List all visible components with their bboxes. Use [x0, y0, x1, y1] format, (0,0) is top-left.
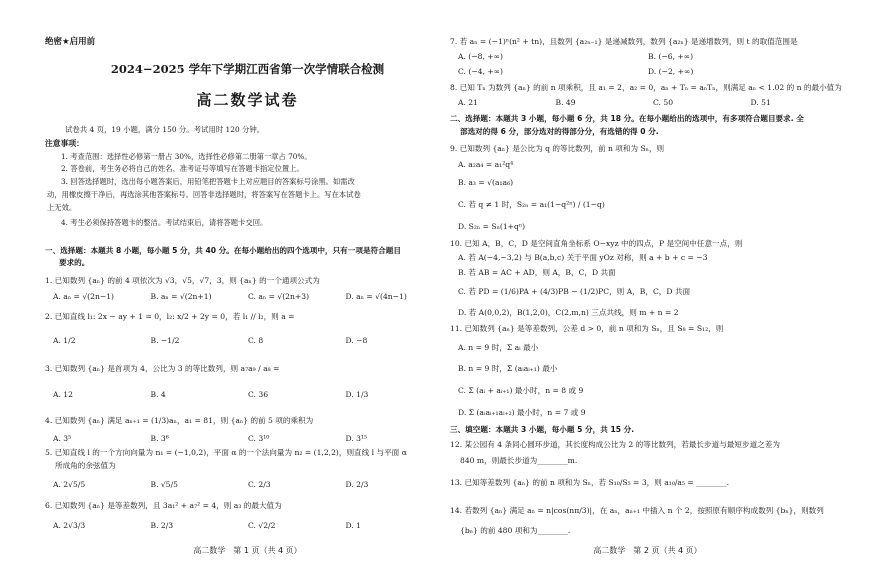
question-1-options — [53, 292, 443, 301]
option-c: C. 若 q ≠ 1 时，S₂ₙ = a₁(1−q²ⁿ) / (1−q) — [458, 200, 605, 209]
question-1: 1. 已知数列 {aₙ} 的前 4 项依次为 √3，√5，√7，3，则 {aₙ} 的一个通项公式为 — [45, 276, 320, 285]
question-9: 9. 已知数列 {aₙ} 是公比为 q 的等比数列，前 n 项和为 Sₙ，则 — [450, 144, 665, 153]
page-footer: 高二数学 第 1 页（共 4 页） — [193, 546, 302, 555]
option-a: A. 2√5/5 — [53, 480, 86, 489]
question-4-options — [53, 434, 443, 443]
option-a: A. aₙ = √(2n−1) — [53, 292, 114, 301]
note-item: 1. 考查范围：选择性必修第一册占 30%，选择性必修第二册第一章占 70%。 — [61, 152, 312, 161]
question-5-options — [53, 480, 443, 489]
section-heading: 二、选择题：本题共 3 小题，每小题 6 分，共 18 分。在每小题给出的选项中，有多项符合题目要求. 全 — [450, 114, 804, 123]
confidential-mark: 绝密★启用前 — [45, 37, 96, 47]
option-c: C. aₙ = √(2n+3) — [248, 292, 310, 301]
question-6-options — [53, 521, 443, 530]
question-5: 5. 已知直线 l 的一个方向向量为 n₁ = (−1,0,2)，平面 α 的一个法向量为 n₂ = (1,2,2)，则直线 l 与平面 α — [45, 448, 407, 457]
option-c: C. √2/2 — [248, 521, 276, 530]
option-b: B. −1/2 — [150, 336, 180, 345]
subject-title: 高二数学试卷 — [196, 91, 299, 109]
option-d: D. −8 — [345, 336, 368, 345]
option-b: B. √5/5 — [150, 480, 178, 489]
option-b: B. 49 — [555, 98, 576, 107]
question-2-options — [53, 336, 443, 345]
option-a: A. 1/2 — [53, 336, 76, 345]
exam-title: 2024−2025 学年下学期江西省第一次学情联合检测 — [110, 62, 385, 76]
question-11: 11. 已知数列 {aₙ} 是等差数列，公差 d > 0，前 n 项和为 Sₙ，且 S₈ = S₁₂，则 — [450, 324, 724, 333]
option-b: B. n = 9 时，Σ (aᵢaᵢ₊₁) 最小 — [458, 364, 558, 373]
exam-meta: 试卷共 4 页，19 小题，满分 150 分。考试用时 120 分钟。 — [65, 125, 265, 134]
option-b: B. 2/3 — [150, 521, 174, 530]
option-c: C. 50 — [653, 98, 674, 107]
option-d: D. 3¹⁵ — [345, 434, 368, 443]
note-item: 4. 考生必须保持答题卡的整洁。考试结束后，请将答题卡交回。 — [61, 218, 268, 227]
question-14-cont: {bₙ} 的前 480 项和为________. — [460, 526, 571, 535]
option-b: B. a₃ = √(a₁a₆) — [458, 178, 514, 187]
section-heading: 要求的。 — [59, 258, 90, 267]
question-8: 8. 已知 Tₙ 为数列 {aₙ} 的前 n 项乘积，且 a₁ = 2，a₂ = 0，aₙ + Tₙ = aₙTₙ，则满足 aₙ < 1.02 的 n 的最小值为 — [450, 83, 842, 92]
option-d: D. 1 — [345, 521, 361, 530]
section-heading: 一、选择题：本题共 8 小题，每小题 5 分，共 40 分。在每小题给出的四个选项中，只有一项是符合题目 — [45, 246, 401, 255]
section-heading: 三、填空题：本题共 3 小题，每小题 5 分，共 15 分. — [450, 425, 635, 434]
left-page — [45, 0, 450, 578]
question-12-cont: 840 m，则最长步道为________m. — [460, 456, 578, 465]
question-10: 10. 已知 A，B，C，D 是空间直角坐标系 O−xyz 中的四点，P 是空间中任意一点，则 — [450, 239, 743, 248]
question-3: 3. 已知数列 {aₙ} 是首项为 4，公比为 3 的等比数列，则 a₇a₉ / a₈ = — [45, 364, 280, 373]
question-6: 6. 已知数列 {aₙ} 是等差数列，且 3a₁² + a₇² = 4，则 a₃ 的最大值为 — [45, 501, 282, 510]
note-item: 3. 回答选择题时，选出每小题答案后，用铅笔把答题卡上对应题目的答案标号涂黑。如需改 — [61, 177, 355, 186]
option-a: A. 21 — [458, 98, 478, 107]
option-d: D. aₙ = √(4n−1) — [345, 292, 407, 301]
option-a: A. n = 9 时，Σ aᵢ 最小 — [458, 343, 539, 352]
option-a: A. a₂a₄ = a₁²q⁴ — [458, 160, 514, 169]
question-2: 2. 已知直线 l₁: 2x − ay + 1 = 0，l₂: x/2 + 2y = 0，若 l₁ // l₂，则 a = — [45, 312, 295, 321]
question-14: 14. 若数列 {aₙ} 满足 aₙ = n|cos(nπ/3)|，在 aₙ，aₙ₊₁ 中插入 n 个 2，按照原有顺序构成数列 {bₙ}，则数列 — [450, 506, 824, 515]
option-c: C. 2/3 — [248, 480, 271, 489]
note-item: 2. 答卷前，考生务必将自己的姓名、准考证号等填写在答题卡指定位置上。 — [61, 164, 304, 173]
question-8-options — [458, 98, 848, 107]
option-d: D. (−2, +∞) — [648, 67, 694, 76]
question-4: 4. 已知数列 {aₙ} 满足 aₙ₊₁ = (1/3)aₙ，a₁ = 81，则 {aₙ} 的前 5 项的乘积为 — [45, 416, 314, 425]
question-7: 7. 若 aₙ = (−1)ⁿ(n² + tn)，且数列 {a₂ₙ₋₁} 是递减数列，数列 {a₂ₙ} 是递增数列，则 t 的取值范围是 — [450, 37, 798, 46]
question-12: 12. 某公园有 4 条同心圆环步道，其长度构成公比为 2 的等比数列，若最长步道与最短步道之差为 — [450, 440, 780, 449]
question-13: 13. 已知等差数列 {aₙ} 的前 n 项和为 Sₙ，若 S₁₀/S₅ = 3，则 a₁₀/a₅ = ________. — [450, 478, 729, 487]
option-c: C. 36 — [248, 390, 269, 399]
option-b: B. 4 — [150, 390, 166, 399]
option-c: C. Σ (aᵢ + aᵢ₊₁) 最小时，n = 8 或 9 — [458, 386, 584, 395]
option-c: C. 8 — [248, 336, 264, 345]
page-footer: 高二数学 第 2 页（共 4 页） — [593, 546, 702, 555]
option-b: B. 3⁶ — [150, 434, 169, 443]
option-a: A. 2√3/3 — [53, 521, 86, 530]
option-a: A. 若 A(−4,−3,2) 与 B(a,b,c) 关于平面 yOz 对称，则 a + b + c = −3 — [458, 253, 708, 262]
option-d: D. S₂ₙ = Sₙ(1+qⁿ) — [458, 222, 526, 231]
option-c: C. 若 PD = (1/6)PA + (4/3)PB − (1/2)PC，则 A，B，C，D 共面 — [458, 287, 691, 296]
option-a: A. 12 — [53, 390, 73, 399]
option-d: D. Σ (aᵢaᵢ₊₁aᵢ₊₂) 最小时，n = 7 或 9 — [458, 408, 586, 417]
question-3-options — [53, 390, 443, 399]
option-c: C. 3¹⁰ — [248, 434, 270, 443]
option-d: D. 51 — [750, 98, 771, 107]
option-a: A. 3⁵ — [53, 434, 72, 443]
note-item: 动，用橡皮擦干净后，再选涂其他答案标号。回答非选择题时，将答案写在答题卡上。写在本试卷 — [47, 190, 361, 199]
note-item: 上无效。 — [47, 203, 77, 212]
option-d: D. 若 A(0,0,2)，B(1,2,0)，C(2,m,n) 三点共线，则 m + n = 2 — [458, 308, 679, 317]
question-7-options-row1 — [458, 52, 838, 61]
option-b: B. 若 AB = AC + AD，则 A，B，C，D 共面 — [458, 268, 616, 277]
question-7-options-row2 — [458, 67, 838, 76]
option-d: D. 1/3 — [345, 390, 369, 399]
option-b: B. aₙ = √(2n+1) — [150, 292, 212, 301]
option-c: C. (−4, +∞) — [458, 67, 504, 76]
question-5-cont: 所成角的余弦值为 — [55, 461, 116, 470]
right-page — [450, 0, 845, 578]
notes-heading: 注意事项： — [45, 139, 84, 148]
option-d: D. 2/3 — [345, 480, 369, 489]
section-heading: 部选对的得 6 分，部分选对的得部分分，有选错的得 0 分. — [460, 127, 659, 136]
option-b: B. (−6, +∞) — [648, 52, 694, 61]
option-a: A. (−8, +∞) — [458, 52, 503, 61]
